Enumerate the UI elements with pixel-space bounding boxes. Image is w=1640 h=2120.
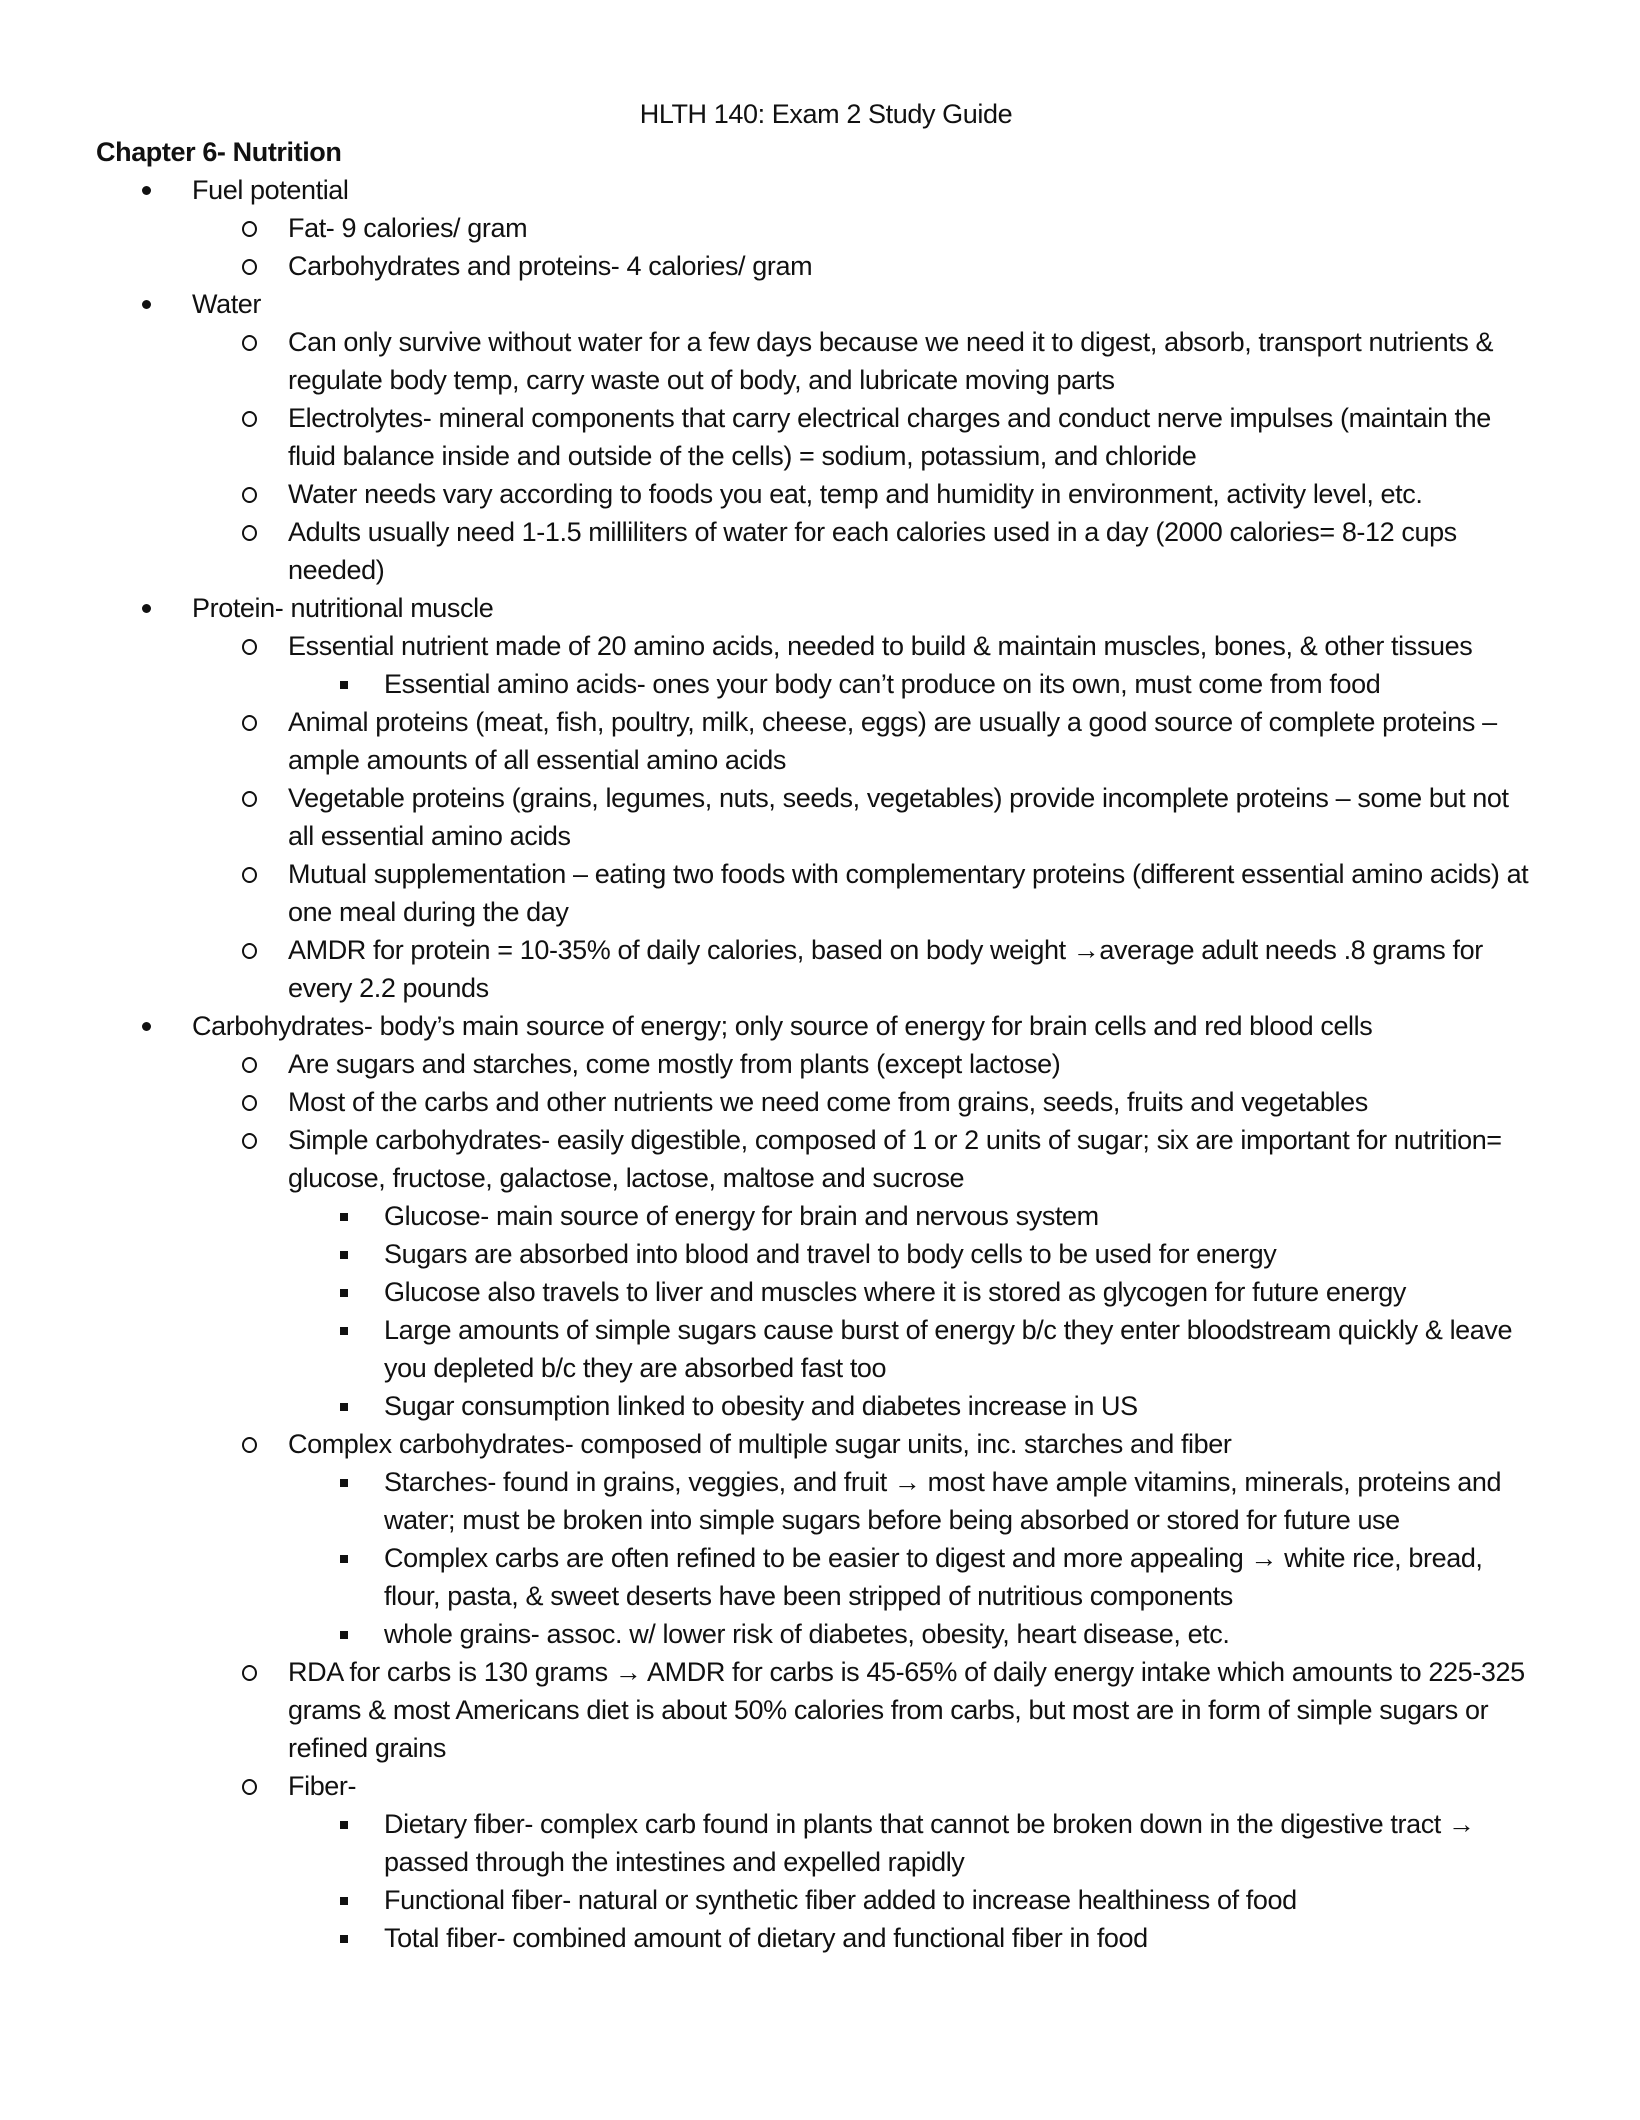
outline-subsublist [288, 1805, 1536, 1957]
outline-subitem [288, 1881, 1536, 1919]
outline-text: Fuel potential [192, 175, 349, 205]
outline-item [192, 513, 1536, 589]
outline-text: AMDR for protein = 10-35% of daily calories, based on body weight →average adult needs .8 grams for every 2.2 pounds [288, 935, 1483, 1003]
outline-item [192, 1083, 1536, 1121]
outline-subitem [288, 1387, 1536, 1425]
outline-subitem [288, 1919, 1536, 1957]
outline-subsublist [288, 1463, 1536, 1653]
outline-text: Most of the carbs and other nutrients we need come from grains, seeds, fruits and vegetables [288, 1087, 1368, 1117]
document-title: HLTH 140: Exam 2 Study Guide [639, 99, 1013, 129]
outline-subitem [288, 1463, 1536, 1539]
outline-item [192, 1121, 1536, 1425]
outline-text: Electrolytes- mineral components that carry electrical charges and conduct nerve impulses (maintain the fluid balance inside and outside of the cells) = sodium, potassium, and chloride [288, 403, 1491, 471]
outline-subsublist [288, 1197, 1536, 1425]
outline-text: Carbohydrates and proteins- 4 calories/ gram [288, 251, 813, 281]
outline-text: RDA for carbs is 130 grams → AMDR for carbs is 45-65% of daily energy intake which amounts to 225-325 grams & most Americans diet is about 50% calories from carbs, but most are in form of simple sugars or refined grains [288, 1657, 1525, 1763]
outline-sublist [192, 323, 1536, 589]
outline-text: Water needs vary according to foods you eat, temp and humidity in environment, activity level, etc. [288, 479, 1423, 509]
outline-section [96, 285, 1536, 589]
outline-text: Glucose- main source of energy for brain and nervous system [384, 1201, 1099, 1231]
outline-item [192, 1045, 1536, 1083]
document-body [96, 95, 1536, 1957]
outline-text: Glucose also travels to liver and muscles where it is stored as glycogen for future energy [384, 1277, 1406, 1307]
outline-item [192, 323, 1536, 399]
outline-item [192, 1425, 1536, 1653]
outline-subitem [288, 1311, 1536, 1387]
outline-subitem [288, 1615, 1536, 1653]
outline-item [192, 931, 1536, 1007]
outline-text: Animal proteins (meat, fish, poultry, milk, cheese, eggs) are usually a good source of complete proteins – ample amounts of all essential amino acids [288, 707, 1497, 775]
outline-text: Are sugars and starches, come mostly from plants (except lactose) [288, 1049, 1061, 1079]
outline-text: Vegetable proteins (grains, legumes, nuts, seeds, vegetables) provide incomplete proteins – some but not all essential amino acids [288, 783, 1509, 851]
outline-item [192, 1767, 1536, 1957]
outline-item [192, 1653, 1536, 1767]
outline-item [192, 399, 1536, 475]
outline-item [192, 703, 1536, 779]
outline-text: Water [192, 289, 262, 319]
outline-subitem [288, 1273, 1536, 1311]
outline-text: whole grains- assoc. w/ lower risk of diabetes, obesity, heart disease, etc. [384, 1619, 1230, 1649]
outline-subitem [288, 665, 1536, 703]
outline-text: Essential amino acids- ones your body can’t produce on its own, must come from food [384, 669, 1381, 699]
outline-list [96, 171, 1536, 1957]
outline-text: Functional fiber- natural or synthetic fiber added to increase healthiness of food [384, 1885, 1297, 1915]
outline-text: Starches- found in grains, veggies, and fruit → most have ample vitamins, minerals, proteins and water; must be broken into simple sugars before being absorbed or stored for future use [384, 1467, 1502, 1535]
outline-sublist [192, 209, 1536, 285]
outline-section [96, 1007, 1536, 1957]
outline-text: Sugar consumption linked to obesity and diabetes increase in US [384, 1391, 1138, 1421]
outline-section [96, 171, 1536, 285]
outline-subitem [288, 1805, 1536, 1881]
outline-text: Complex carbohydrates- composed of multiple sugar units, inc. starches and fiber [288, 1429, 1232, 1459]
outline-subitem [288, 1235, 1536, 1273]
outline-item [192, 247, 1536, 285]
chapter-heading: Chapter 6- Nutrition [96, 137, 342, 167]
outline-text: Can only survive without water for a few days because we need it to digest, absorb, transport nutrients & regulate body temp, carry waste out of body, and lubricate moving parts [288, 327, 1494, 395]
outline-item [192, 855, 1536, 931]
outline-text: Adults usually need 1-1.5 milliliters of water for each calories used in a day (2000 calories= 8-12 cups needed) [288, 517, 1457, 585]
outline-item [192, 209, 1536, 247]
outline-item [192, 779, 1536, 855]
outline-text: Carbohydrates- body’s main source of energy; only source of energy for brain cells and red blood cells [192, 1011, 1373, 1041]
outline-text: Simple carbohydrates- easily digestible, composed of 1 or 2 units of sugar; six are important for nutrition= glucose, fructose, galactose, lactose, maltose and sucrose [288, 1125, 1502, 1193]
outline-section [96, 589, 1536, 1007]
outline-sublist [192, 627, 1536, 1007]
outline-item [192, 475, 1536, 513]
outline-text: Complex carbs are often refined to be easier to digest and more appealing → white rice, bread, flour, pasta, & sweet deserts have been stripped of nutritious components [384, 1543, 1483, 1611]
outline-text: Fiber- [288, 1771, 357, 1801]
outline-text: Fat- 9 calories/ gram [288, 213, 528, 243]
outline-subitem [288, 1197, 1536, 1235]
outline-subitem [288, 1539, 1536, 1615]
outline-item [192, 627, 1536, 703]
outline-text: Essential nutrient made of 20 amino acids, needed to build & maintain muscles, bones, & other tissues [288, 631, 1473, 661]
outline-text: Protein- nutritional muscle [192, 593, 494, 623]
outline-sublist [192, 1045, 1536, 1957]
outline-subsublist [288, 665, 1536, 703]
outline-text: Sugars are absorbed into blood and travel to body cells to be used for energy [384, 1239, 1277, 1269]
outline-text: Total fiber- combined amount of dietary and functional fiber in food [384, 1923, 1148, 1953]
outline-text: Dietary fiber- complex carb found in plants that cannot be broken down in the digestive tract → passed through the intestines and expelled rapidly [384, 1809, 1475, 1877]
outline-text: Mutual supplementation – eating two foods with complementary proteins (different essential amino acids) at one meal during the day [288, 859, 1529, 927]
outline-text: Large amounts of simple sugars cause burst of energy b/c they enter bloodstream quickly & leave you depleted b/c they are absorbed fast too [384, 1315, 1513, 1383]
